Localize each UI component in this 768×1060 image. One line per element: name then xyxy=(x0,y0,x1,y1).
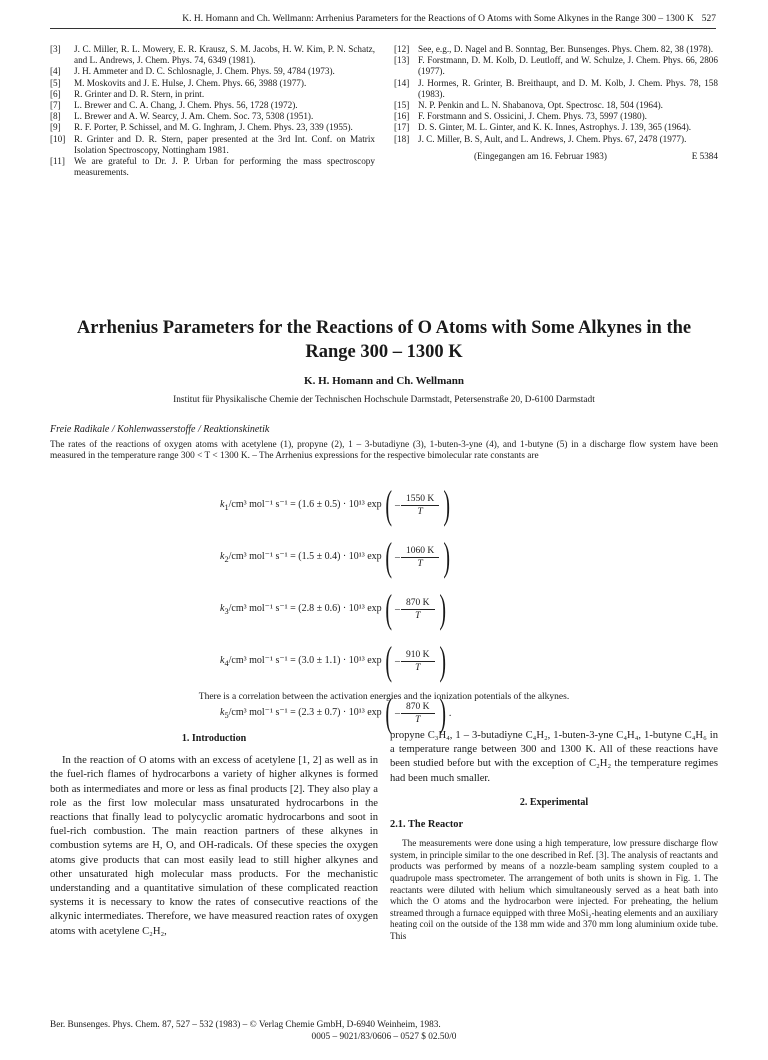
reference-item xyxy=(50,134,375,156)
reference-number: [13] xyxy=(394,55,410,66)
power-exp: · 10¹³ exp xyxy=(342,654,382,666)
footer-citation: Ber. Bunsenges. Phys. Chem. 87, 527 – 532 (1983) – © Verlag Chemie GmbH, D-6940 Weinheim, 1983. xyxy=(50,1020,441,1030)
manuscript-code: E 5384 xyxy=(691,150,718,161)
power-exp: · 10¹³ exp xyxy=(342,498,382,510)
k-subscript: 3 xyxy=(224,606,229,616)
reference-text: J. C. Miller, R. L. Mowery, E. R. Krausz, S. M. Jacobs, H. W. Kim, P. N. Schatz, and L. Andrews, J. Chem. Phys. 74, 6349 (1981). xyxy=(74,44,375,66)
k-symbol: k xyxy=(220,550,225,562)
reference-item xyxy=(50,156,375,178)
temperature-symbol: T xyxy=(415,662,421,673)
open-paren: ( xyxy=(385,534,392,579)
column-right xyxy=(390,729,718,943)
reference-text: M. Moskovits and J. E. Hulse, J. Chem. Phys. 66, 3988 (1977). xyxy=(74,77,307,88)
correlation-statement: There is a correlation between the activation energies and the ionization potentials of the alkynes. xyxy=(198,692,570,702)
reference-item xyxy=(394,100,718,111)
k-subscript: 4 xyxy=(224,658,229,668)
rate-equation-4 xyxy=(220,636,449,686)
reference-text: R. Grinter and D. R. Stern, in print. xyxy=(74,88,205,99)
close-paren: ) xyxy=(443,482,451,527)
reference-number: [5] xyxy=(50,77,61,88)
reference-number: [3] xyxy=(50,44,61,54)
reference-text: R. F. Porter, P. Schissel, and M. G. Inghram, J. Chem. Phys. 23, 339 (1955). xyxy=(74,122,353,133)
rate-constant-symbol xyxy=(220,707,382,720)
k-symbol: k xyxy=(220,706,225,718)
reference-number: [16] xyxy=(394,111,410,122)
temperature-symbol: T xyxy=(417,506,423,517)
reference-number: [6] xyxy=(50,88,61,99)
k-symbol: k xyxy=(220,498,225,510)
prefactor: (3.0 ± 1.1) xyxy=(298,654,341,666)
rate-constant-symbol xyxy=(220,603,382,616)
reference-number: [8] xyxy=(50,111,61,122)
equation-end: . xyxy=(448,707,452,719)
reference-text: J. Hormes, R. Grinter, B. Breithaupt, and D. M. Kolb, J. Chem. Phys. 78, 158 (1983). xyxy=(418,77,718,99)
reference-item xyxy=(394,134,718,145)
received-note xyxy=(394,151,718,162)
activation-temperature: 870 K xyxy=(401,702,435,714)
reference-text: F. Forstmann, D. M. Kolb, D. Leutloff, and W. Schulze, J. Chem. Phys. 66, 2806 (1977). xyxy=(418,55,718,77)
reference-text: N. P. Penkin and L. N. Shabanova, Opt. Spectrosc. 18, 504 (1964). xyxy=(418,100,663,111)
open-paren: ( xyxy=(385,690,392,735)
running-title: K. H. Homann and Ch. Wellmann: Arrhenius Parameters for the Reactions of O Atoms with Some Alkynes in the Range 300 – 1300 K xyxy=(182,14,694,24)
introduction-text: In the reaction of O atoms with an excess of acetylene [1, 2] as well as in the fuel-rich flames of hydrocarbons a variety of higher alkynes is formed both as intermediates and more or less as final products [2]. They also play a role as the first low molecular mass unsaturated hydrocarbons in the reactions that finally lead to polycyclic aromatic hydrocarbons and soot in fuel-rich combustion. The main reaction partners of these alkynes in combustion sytems are H, O, and OH-radicals. Of these species the oxygen atoms give products that can most easily lead to still higher alkynes and other unsaturated high molecular mass products. For the mechanistic understanding and a quantitative simulation of these complicated reaction systems it is necessary to know the rates of consecutive reactions of the alkynic intermediates. Therefore, we have measured reaction rates of oxygen atoms with acetylene C₂H₂, xyxy=(50,755,378,937)
rate-equation-3 xyxy=(220,584,449,634)
reference-item xyxy=(394,111,718,122)
article-authors: K. H. Homann and Ch. Wellmann xyxy=(304,375,464,387)
close-paren: ) xyxy=(438,690,446,735)
reference-item xyxy=(50,89,375,100)
activation-temperature: 1060 K xyxy=(401,546,439,558)
reference-text: L. Brewer and C. A. Chang, J. Chem. Phys. 56, 1728 (1972). xyxy=(74,100,298,111)
close-paren: ) xyxy=(438,586,446,631)
activation-temperature: 910 K xyxy=(401,650,435,662)
rate-units: /cm³ mol⁻¹ s⁻¹ = xyxy=(228,550,299,562)
reference-number: [12] xyxy=(394,44,410,54)
reference-text: J. H. Ammeter and D. C. Schlosnagle, J. Chem. Phys. 59, 4784 (1973). xyxy=(74,66,335,77)
close-paren: ) xyxy=(443,534,451,579)
activation-fraction xyxy=(401,650,435,673)
received-date: (Eingegangen am 16. Februar 1983) xyxy=(474,150,607,161)
rate-constant-symbol xyxy=(220,499,382,512)
minus-sign: – xyxy=(395,655,401,667)
rate-equation-1 xyxy=(220,480,454,530)
introduction-continuation: propyne C₃H₄, 1 – 3-butadiyne C₄H₂, 1-buten-3-yne C₄H₄, 1-butyne C₄H₆ in a temperature range between 300 and 1300 K. All of these reactions have been studied before but with the exception of C₂H₂ the temperature regimes had been much smaller. xyxy=(390,730,718,784)
reference-item xyxy=(50,100,375,111)
reference-number: [14] xyxy=(394,77,410,88)
open-paren: ( xyxy=(385,638,392,683)
reference-item xyxy=(50,44,375,66)
title-line-1: Arrhenius Parameters for the Reactions of O Atoms with Some Alkynes in the xyxy=(76,318,692,338)
rate-constant-symbol xyxy=(220,551,382,564)
minus-sign: – xyxy=(395,499,401,511)
power-exp: · 10¹³ exp xyxy=(342,550,382,562)
power-exp: · 10¹³ exp xyxy=(342,602,382,614)
reference-number: [9] xyxy=(50,122,61,133)
rate-units: /cm³ mol⁻¹ s⁻¹ = xyxy=(228,654,299,666)
k-subscript: 1 xyxy=(224,502,229,512)
reference-item xyxy=(394,55,718,77)
reference-text: We are grateful to Dr. J. P. Urban for performing the mass spectroscopy measurements. xyxy=(74,156,375,178)
activation-temperature: 1550 K xyxy=(401,494,439,506)
page-footer xyxy=(50,1020,718,1042)
reference-text: D. S. Ginter, M. L. Ginter, and K. K. Innes, Astrophys. J. 139, 365 (1964). xyxy=(418,122,692,133)
title-line-2: Range 300 – 1300 K xyxy=(305,342,463,362)
reactor-text: The measurements were done using a high temperature, low pressure discharge flow system, in principle similar to the one described in Ref. [3]. The analysis of reactants and products was performed by means of a nozzle-beam sampling system coupled to a quadrupole mass spectrometer. The arrangement of both units is shown in Fig. 1. The reactants were diluted with helium which simultaneously served as a heat bath into which the O atoms and the hydrocarbon were injected. For preheating, the helium streamed through a furnace equipped with three MoSi₂-heating elements and an auxiliary heating coil on the outside of the 138 mm wide and 370 mm long aluminium oxide tube. This xyxy=(390,838,718,941)
prefactor: (1.6 ± 0.5) xyxy=(298,498,341,510)
section-heading-experimental: 2. Experimental xyxy=(519,796,589,808)
author-institution: Institut für Physikalische Chemie der Technischen Hochschule Darmstadt, Petersenstraße 20, D-6100 Darmstadt xyxy=(173,395,595,405)
reference-number: [11] xyxy=(50,156,65,167)
reference-number: [10] xyxy=(50,133,66,144)
k-symbol: k xyxy=(220,654,225,666)
reference-item xyxy=(50,78,375,89)
rate-units: /cm³ mol⁻¹ s⁻¹ = xyxy=(228,602,299,614)
temperature-symbol: T xyxy=(415,610,421,621)
k-subscript: 2 xyxy=(224,554,229,564)
temperature-symbol: T xyxy=(417,558,423,569)
section-heading-introduction: 1. Introduction xyxy=(181,733,247,744)
activation-fraction xyxy=(401,494,439,517)
open-paren: ( xyxy=(385,586,392,631)
reference-text: R. Grinter and D. R. Stern, paper presented at the 3rd Int. Conf. on Matrix Isolation Spectroscopy, Nottingham 1981. xyxy=(74,133,375,155)
reference-item xyxy=(394,122,718,133)
temperature-symbol: T xyxy=(415,714,421,725)
k-symbol: k xyxy=(220,602,225,614)
reference-number: [17] xyxy=(394,122,410,133)
activation-temperature: 870 K xyxy=(401,598,435,610)
running-header xyxy=(50,14,716,29)
power-exp: · 10¹³ exp xyxy=(342,706,382,718)
k-subscript: 5 xyxy=(224,710,229,720)
minus-sign: – xyxy=(395,603,401,615)
close-paren: ) xyxy=(438,638,446,683)
rate-constant-symbol xyxy=(220,655,382,668)
reference-number: [4] xyxy=(50,66,61,77)
reference-item xyxy=(394,44,718,55)
page-number: 527 xyxy=(701,14,716,24)
reference-number: [7] xyxy=(50,100,61,111)
footer-issn: 0005 – 9021/83/0606 – 0527 $ 02.50/0 xyxy=(311,1032,457,1042)
subsection-heading-reactor: 2.1. The Reactor xyxy=(390,819,464,831)
prefactor: (2.8 ± 0.6) xyxy=(298,602,341,614)
reference-list-right xyxy=(394,44,718,162)
minus-sign: – xyxy=(395,707,401,719)
reference-item xyxy=(50,122,375,133)
keywords: Freie Radikale / Kohlenwasserstoffe / Reaktionskinetik xyxy=(50,424,270,435)
reference-list-left xyxy=(50,44,375,178)
rate-equation-2 xyxy=(220,532,454,582)
prefactor: (1.5 ± 0.4) xyxy=(298,550,341,562)
activation-fraction xyxy=(401,598,435,621)
reference-item xyxy=(50,66,375,77)
article-title xyxy=(40,316,728,364)
abstract: The rates of the reactions of oxygen atoms with acetylene (1), propyne (2), 1 – 3-butadiyne (3), 1-buten-3-yne (4), and 1-butyne (5) in a discharge flow system have been measured in the temperature range 300 < T < 1300 K. – The Arrhenius expressions for the respective bimolecular rate constants are xyxy=(50,440,718,462)
reference-text: J. C. Miller, B. S, Ault, and L. Andrews, J. Chem. Phys. 67, 2478 (1977). xyxy=(418,133,687,144)
activation-fraction xyxy=(401,702,435,725)
reference-number: [15] xyxy=(394,100,410,111)
reference-text: See, e.g., D. Nagel and B. Sonntag, Ber. Bunsenges. Phys. Chem. 82, 38 (1978). xyxy=(418,44,713,54)
rate-units: /cm³ mol⁻¹ s⁻¹ = xyxy=(228,498,299,510)
column-left xyxy=(50,732,378,939)
reference-text: F. Forstmann and S. Ossicini, J. Chem. Phys. 73, 5997 (1980). xyxy=(418,111,647,122)
open-paren: ( xyxy=(385,482,392,527)
prefactor: (2.3 ± 0.7) xyxy=(298,706,341,718)
activation-fraction xyxy=(401,546,439,569)
reference-text: L. Brewer and A. W. Searcy, J. Am. Chem. Soc. 73, 5308 (1951). xyxy=(74,111,314,122)
reference-number: [18] xyxy=(394,133,410,144)
rate-units: /cm³ mol⁻¹ s⁻¹ = xyxy=(228,706,299,718)
minus-sign: – xyxy=(395,551,401,563)
reference-item xyxy=(394,78,718,100)
reference-item xyxy=(50,111,375,122)
